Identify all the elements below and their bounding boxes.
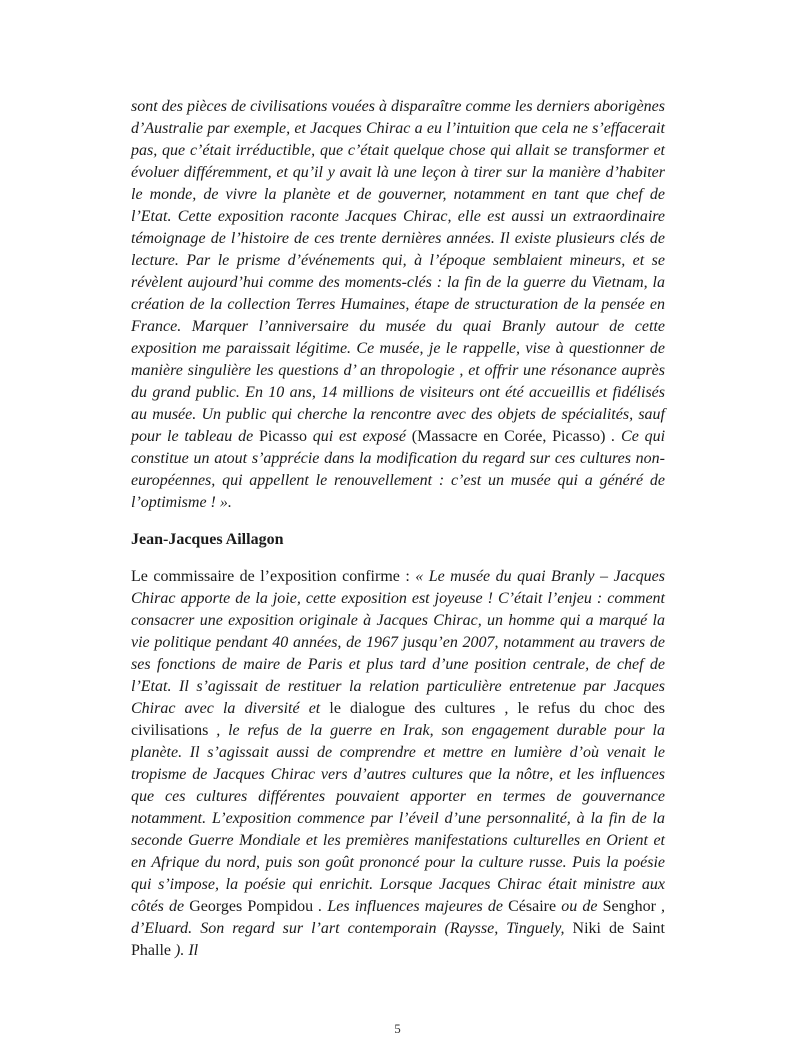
paragraph-quote-1 bbox=[131, 96, 665, 514]
text-run: ). Il bbox=[171, 942, 199, 959]
text-run: , d’Eluard. Son regard sur l’art contemporain (Raysse, Tinguely, bbox=[131, 898, 666, 937]
text-run: Niki de Saint Phalle bbox=[131, 920, 666, 959]
page-number: 5 bbox=[394, 1021, 401, 1036]
text-run: . Ce qui constitue un atout s’apprécie dans la modification du regard sur ces cultures non-européennes, qui appellent le renouvellement : c’est un musée qui a généré de l’optimisme ! ». bbox=[131, 428, 666, 511]
text-run: , bbox=[495, 700, 518, 717]
text-run: sont des pièces de civilisations vouées à disparaître comme les derniers aborigènes d’Australie par exemple, et Jacques Chirac a eu l’intuition que cela ne s’effacerait pas, que c’était irréductible, que c’était quelque chose qui allait se transformer et évoluer différemment, et qu’il y avait là une leçon à tirer sur la manière d’habiter le monde, de vivre la planète et de gouverner, notamment en tant que chef de l’Etat. Cette exposition raconte Jacques Chirac, elle est aussi un extraordinaire témoignage de l’histoire de ces trente dernières années. Il existe plusieurs clés de lecture. Par le prisme d’événements qui, à l’époque semblaient mineurs, et se révèlent aujourd’hui comme des moments-clés : la fin de la guerre du Vietnam, la création de la collection Terres Humaines, étape de structuration de la pensée en France. Marquer l’anniversaire du musée du quai Branly autour de cette exposition me paraissait légitime. Ce musée, je le rappelle, vise à questionner de manière singulière les questions d’ an thropologie , et offrir une résonance auprès du grand public. En 10 ans, 14 millions de visiteurs ont été accueillis et fidélisés au musée. Un public qui cherche la rencontre avec des objets de spécialités, sauf pour le tableau de bbox=[131, 98, 665, 445]
text-run: « Le musée du quai Branly – Jacques Chirac apporte de la joie, cette exposition est joyeuse ! C’était l’enjeu : comment consacrer une exposition originale à Jacques Chirac, un homme qui a marqué la vie politique pendant 40 années, de 1967 jusqu’en 2007, notamment au travers de ses fonctions de maire de Paris et plus tard d’une position centrale, de chef de l’Etat. Il s’agissait de restituer la relation particulière entretenue par Jacques Chirac avec la diversité et bbox=[131, 568, 665, 717]
paragraph-quote-2 bbox=[131, 566, 665, 962]
text-run: qui est exposé bbox=[306, 428, 412, 445]
text-run: le refus du choc des civilisations bbox=[131, 700, 666, 739]
text-run: Césaire bbox=[508, 898, 557, 915]
text-run: le dialogue des cultures bbox=[329, 700, 496, 717]
text-run: Picasso bbox=[258, 428, 307, 445]
text-run: , le refus de la guerre en Irak, son engagement durable pour la planète. Il s’agissait aussi de comprendre et mettre en lumière d’où venait le tropisme de Jacques Chirac vers d’autres cultures que la nôtre, et les influences que ces cultures différentes pouvaient apporter en termes de gouvernance notamment. L’exposition commence par l’éveil d’une personnalité, à la fin de la seconde Guerre Mondiale et les premières manifestations culturelles en Orient et en Afrique du nord, puis son goût prononcé pour la culture russe. Puis la poésie qui s’impose, la poésie qui enrichit. Lorsque Jacques Chirac était ministre aux côtés de bbox=[131, 722, 665, 915]
text-run: Le commissaire de l’exposition confirme : bbox=[131, 568, 416, 585]
section-heading: Jean-Jacques Aillagon bbox=[131, 531, 284, 548]
text-block bbox=[131, 96, 665, 962]
text-run: Georges Pompidou bbox=[189, 898, 314, 915]
text-run: Senghor bbox=[602, 898, 656, 915]
text-run: . Les influences majeures de bbox=[313, 898, 509, 915]
text-run: ou de bbox=[556, 898, 603, 915]
text-run: (Massacre en Corée, Picasso) bbox=[411, 428, 606, 445]
